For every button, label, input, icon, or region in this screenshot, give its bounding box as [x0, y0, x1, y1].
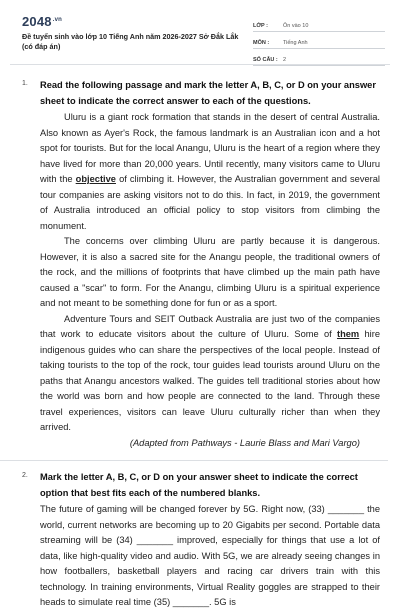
exam-content — [22, 78, 380, 611]
question-instruction: Mark the letter A, B, C, or D on your answer sheet to indicate the correct option that best fits each of the numbered blanks. — [40, 472, 358, 498]
exam-title: Đề tuyển sinh vào lớp 10 Tiếng Anh năm 2026-2027 Sở Đắk Lắk (có đáp án) — [22, 32, 239, 51]
meta-subject: MÔN : Tiếng Anh — [253, 34, 385, 49]
exam-meta — [253, 17, 385, 68]
meta-class: LỚP : Ôn vào 10 — [253, 17, 385, 32]
passage-paragraph-1: Uluru is a giant rock formation that stands in the desert of central Australia. Also known as Ayer's Rock, the famous landmark is an Australian icon and a hot spot for tourists. But for the local Anangu, Uluru is the heart of a region where they have lived for more than 20,000 years. Until recently, many visitors came to Uluru with the objective of climbing it. However, the Australian government and several tour companies are asking visitors not to do this. In fact, in 2019, the government of Australia introduced an official policy to stop visitors from climbing the monument. — [40, 112, 380, 231]
cloze-passage: The future of gaming will be changed forever by 5G. Right now, (33) _______ the world, current networks are becoming up to 20 Gigabits per second. Portable data streaming will be (34) _______ improved, especially for things that use a lot of data, like high-quality video and audio. With 5G, we are already seeing changes in how footballers, basketball players and racing car drivers train with this technology. In training environments, Virtual Reality goggles are strapped to their heads to simulate real time (35) _______. 5G is — [40, 504, 380, 607]
question-divider — [0, 460, 388, 461]
page-header — [0, 0, 400, 62]
question-2 — [22, 470, 380, 611]
underlined-word-them: them — [336, 329, 360, 339]
site-logo[interactable]: $2048^{.vn}$ — [22, 14, 63, 29]
header-divider — [10, 64, 390, 65]
underlined-word-objective: objective — [75, 174, 116, 184]
question-instruction: Read the following passage and mark the letter A, B, C, or D on your answer sheet to indicate the correct answer to each of the questions. — [40, 80, 376, 106]
question-number: 2. — [22, 472, 28, 479]
meta-question-count: SỐ CÂU : 2 — [253, 51, 385, 66]
passage-paragraph-3: Adventure Tours and SEIT Outback Australia are just two of the companies that work to educate visitors about the culture of Uluru. Some of them hire indigenous guides who can share the perspectives of the local people. Instead of taking tourists to the top of the rock, tour guides lead tourists around Uluru on the paths that Anangu ancestors walked. The guides tell traditional stories about how the world was born and how people are connected to the land. Through these travel experiences, visitors can leave Uluru culturally richer than when they arrived. — [40, 313, 380, 432]
passage-paragraph-2: The concerns over climbing Uluru are partly because it is dangerous. However, it is also a sacred site for the Anangu people, the traditional owners of the rock, and the millions of footprints that have climbed up the main path have caused a "scar" to form. For the Anangu, climbing Uluru is a spiritual experience and not meant to be something done for fun or as a sport. — [40, 236, 380, 308]
question-1 — [22, 78, 380, 451]
question-number: 1. — [22, 80, 28, 87]
passage-source: (Adapted from Pathways - Laurie Blass and Mari Vargo) — [129, 437, 360, 448]
